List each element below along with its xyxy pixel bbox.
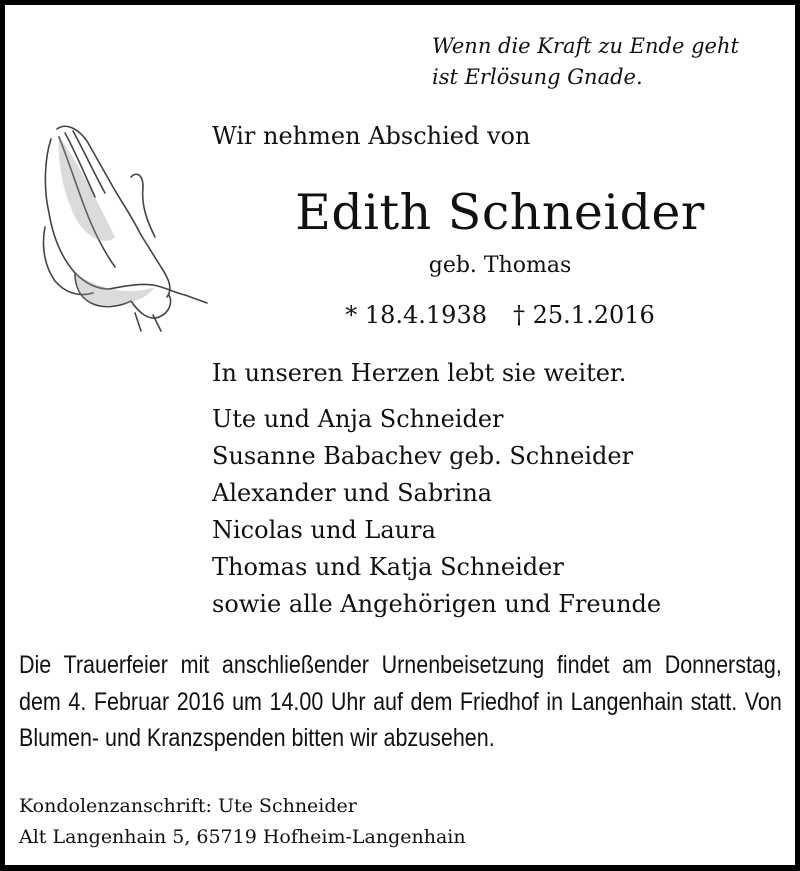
life-dates	[205, 299, 795, 331]
motto-line-1: Wenn die Kraft zu Ende geht	[432, 34, 739, 58]
mourner-item: Alexander und Sabrina	[212, 479, 493, 507]
condolence-address	[19, 791, 466, 853]
death-date: † 25.1.2016	[513, 301, 655, 329]
mourner-item: sowie alle Angehörigen und Freunde	[212, 590, 662, 618]
mourner-item: Ute und Anja Schneider	[212, 405, 504, 433]
condolence-line-2: Alt Langenhain 5, 65719 Hofheim-Langenhain	[19, 826, 466, 848]
mourner-item: Nicolas und Laura	[212, 516, 436, 544]
funeral-notice: Die Trauerfeier mit anschließender Urnenbeisetzung findet am Donnerstag, dem 4. Februar 2016 um 14.00 Uhr auf dem Friedhof in Langenhain statt. Von Blumen- und Kranzspenden bitten wir abzusehen.	[19, 651, 782, 752]
praying-hands-icon	[35, 117, 215, 337]
condolence-line-1: Kondolenzanschrift: Ute Schneider	[19, 795, 357, 817]
mourners-list	[212, 401, 661, 623]
motto	[432, 31, 792, 93]
remembrance-line: In unseren Herzen lebt sie weiter.	[212, 359, 627, 387]
motto-line-2: ist Erlösung Gnade.	[432, 65, 643, 89]
farewell-intro: Wir nehmen Abschied von	[212, 122, 531, 150]
deceased-name: Edith Schneider	[295, 184, 705, 241]
obituary-card	[5, 5, 795, 865]
birth-name: geb. Thomas	[428, 253, 572, 278]
mourner-item: Susanne Babachev geb. Schneider	[212, 442, 634, 470]
birth-date: * 18.4.1938	[345, 301, 487, 329]
mourner-item: Thomas und Katja Schneider	[212, 553, 564, 581]
